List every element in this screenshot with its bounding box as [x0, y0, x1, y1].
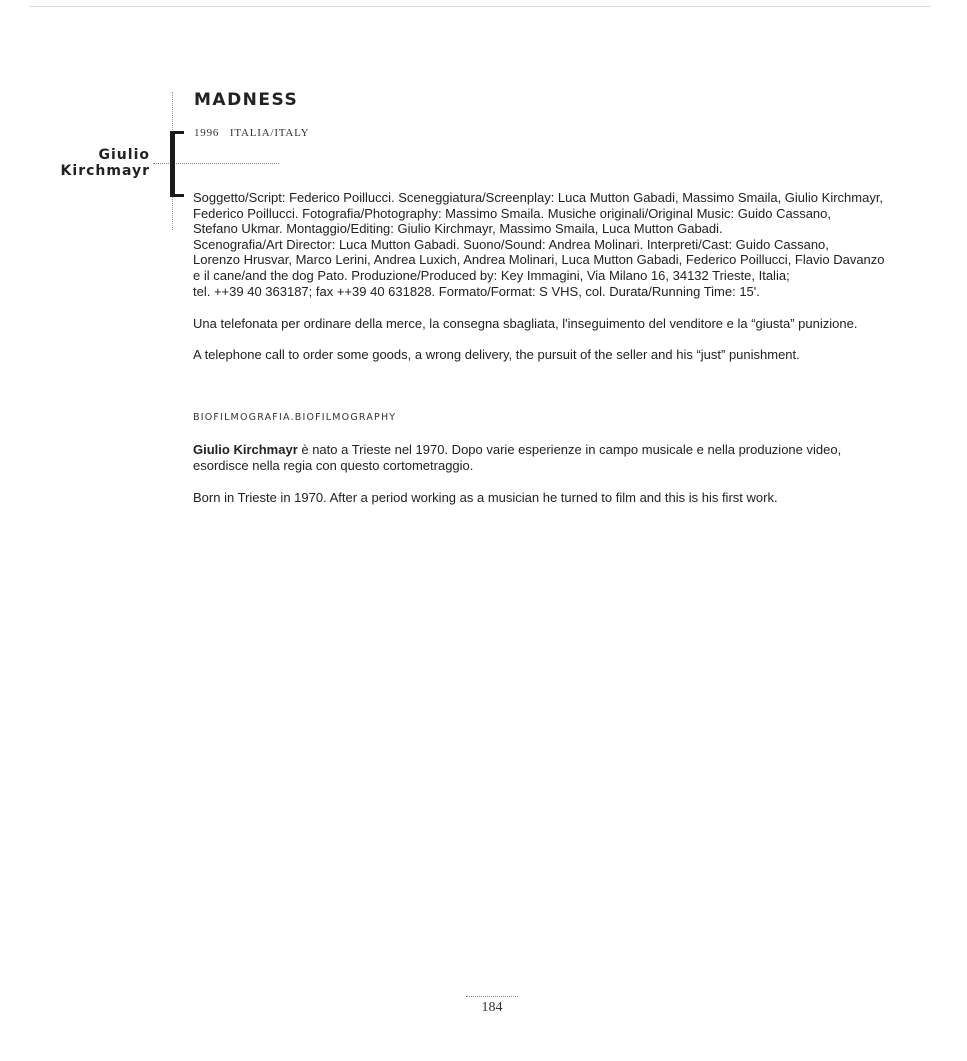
director-last-name: Kirchmayr: [60, 163, 150, 179]
page-number-dotted-rule: [466, 996, 518, 997]
credits-block: [193, 190, 883, 299]
credits-line: Soggetto/Script: Federico Poillucci. Sceneggiatura/Screenplay: Luca Mutton Gabadi, Massimo Smaila, Giulio Kirchmayr,: [193, 190, 884, 205]
film-year: 1996: [194, 127, 220, 139]
biography-italian-text: è nato a Trieste nel 1970. Dopo varie esperienze in campo musicale e nella produzione video, esordisce nella regia con questo cortometraggio.: [193, 442, 842, 473]
credits-line: e il cane/and the dog Pato. Produzione/Produced by: Key Immagini, Via Milano 16, 34132 Trieste, Italia;: [193, 267, 790, 283]
credits-line: Lorenzo Hrusvar, Marco Lerini, Andrea Luxich, Andrea Molinari, Luca Mutton Gabadi, Federico Poillucci, Flavio Davanzo: [193, 252, 885, 268]
film-country: ITALIA/ITALY: [229, 127, 310, 139]
synopsis-italian: Una telefonata per ordinare della merce, la consegna sbagliata, l'inseguimento del venditore e la “giusta” punizione.: [193, 316, 858, 331]
top-rule: [30, 6, 930, 7]
biography-italian: [193, 442, 883, 473]
film-meta: [194, 127, 309, 139]
biofilmography-heading: BIOFILMOGRAFIA.BIOFILMOGRAPHY: [193, 412, 397, 423]
credits-line: Federico Poillucci. Fotografia/Photography: Massimo Smaila. Musiche originali/Original Music: Guido Cassano,: [193, 205, 831, 221]
film-title: MADNESS: [194, 90, 299, 110]
director-name: [61, 147, 150, 179]
credits-line: Stefano Ukmar. Montaggio/Editing: Giulio Kirchmayr, Massimo Smaila, Luca Mutton Gabadi.: [193, 221, 723, 237]
director-first-name: Giulio: [98, 147, 150, 163]
biography-english: Born in Trieste in 1970. After a period working as a musician he turned to film and this is his first work.: [193, 490, 778, 505]
page-number: 184: [481, 1000, 503, 1015]
credits-line: Scenografia/Art Director: Luca Mutton Gabadi. Suono/Sound: Andrea Molinari. Interpreti/Cast: Guido Cassano,: [193, 236, 829, 252]
biography-name: Giulio Kirchmayr: [193, 442, 298, 457]
credits-line: tel. ++39 40 363187; fax ++39 40 631828. Formato/Format: S VHS, col. Durata/Running Time: 15'.: [193, 283, 760, 299]
bracket-ornament: [170, 131, 184, 197]
synopsis-english: A telephone call to order some goods, a wrong delivery, the pursuit of the seller and his “just” punishment.: [193, 347, 800, 362]
